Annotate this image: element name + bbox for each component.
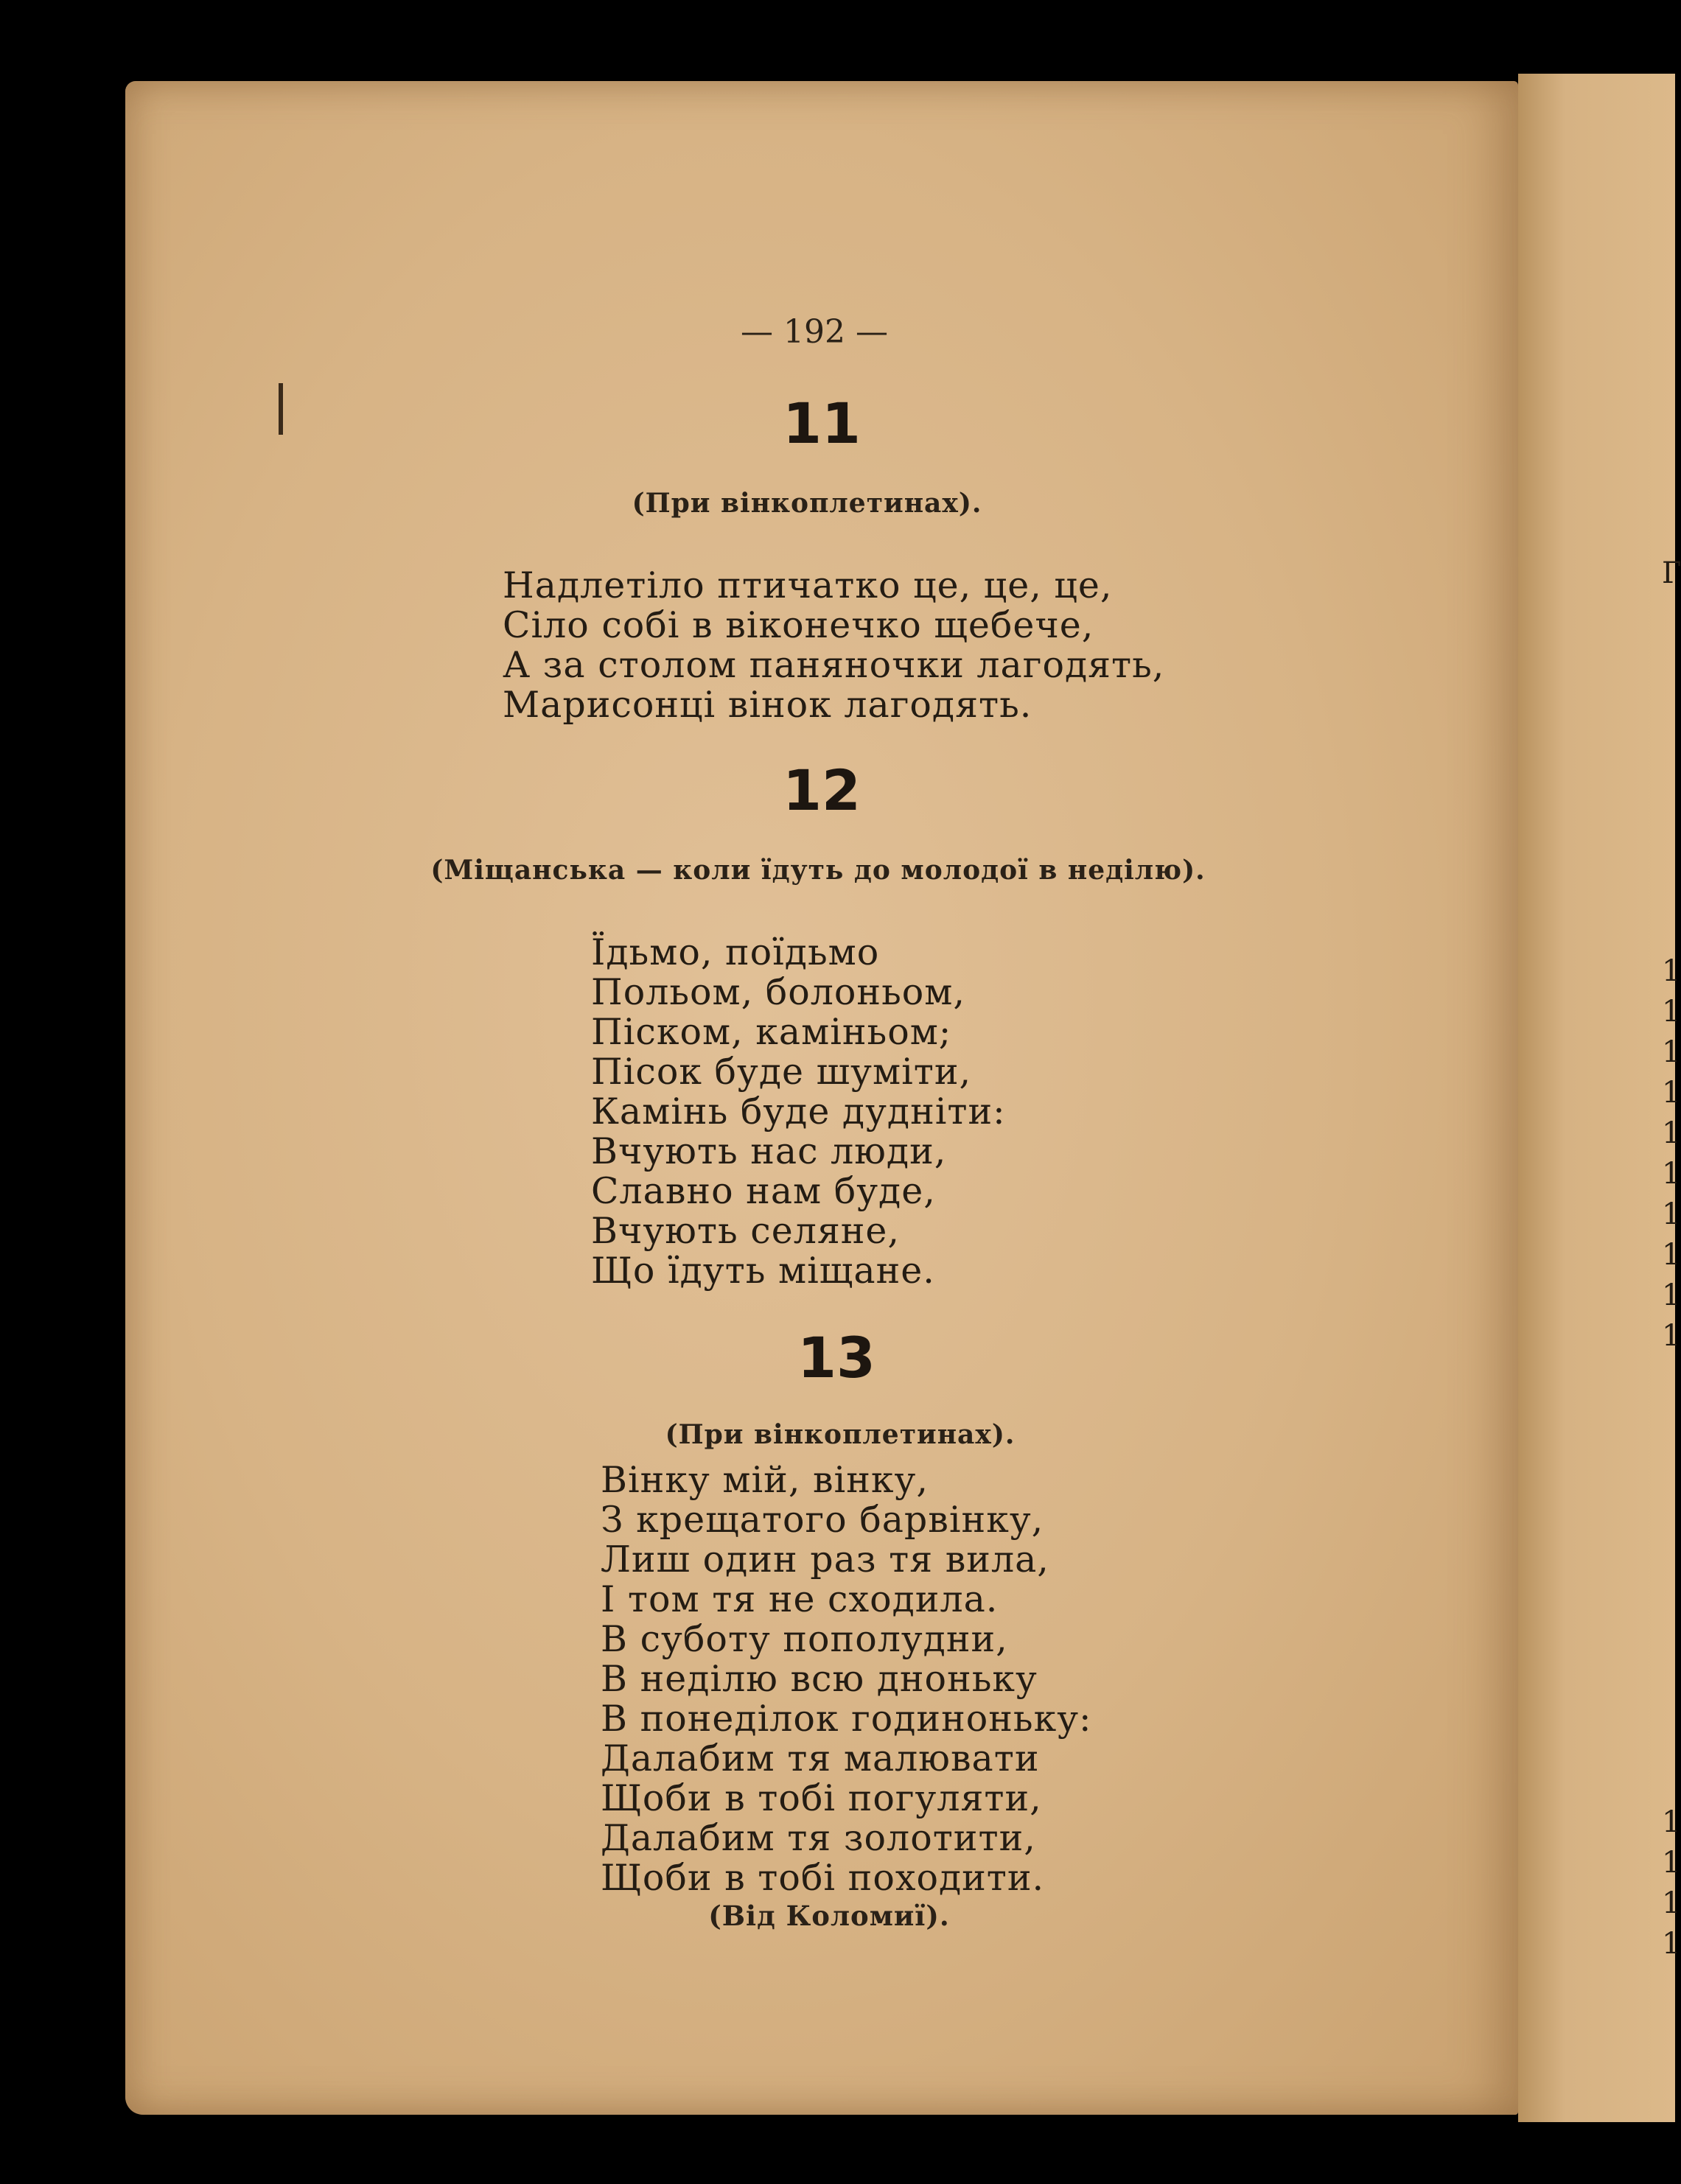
verse-line: Лиш один раз тя вила, <box>601 1539 1049 1581</box>
song-number-13: 13 <box>797 1325 876 1390</box>
verse-line: І том тя не сходила. <box>601 1578 999 1620</box>
song-verse-13 <box>601 1460 1092 1898</box>
song-source-13: (Від Коломиї). <box>708 1900 950 1932</box>
verse-line: В суботу пополудни, <box>601 1618 1008 1660</box>
verse-line: Пісок буде шуміти, <box>591 1051 972 1093</box>
next-page-fragment: 1 <box>1662 1157 1681 1191</box>
next-page-fragment: 1 <box>1662 1805 1681 1839</box>
next-page-fragment: 1 <box>1662 1116 1681 1150</box>
page-number: — 192 — <box>741 313 888 351</box>
verse-line: Вчують нас люди, <box>591 1130 947 1172</box>
song-number-12: 12 <box>783 757 861 823</box>
verse-line: З крещатого барвінку, <box>601 1499 1044 1541</box>
verse-line: В неділю всю дноньку <box>601 1658 1038 1700</box>
verse-line: Що їдуть міщане. <box>591 1250 935 1292</box>
next-page-fragment: 1 <box>1662 1035 1681 1069</box>
next-page-fragment: 1 <box>1662 1076 1681 1110</box>
song-note-13: (При вінкоплетинах). <box>665 1419 1016 1450</box>
next-page-fragment: 1 <box>1662 1846 1681 1880</box>
verse-line: Піском, каміньом; <box>591 1011 952 1053</box>
book-page-right-edge <box>1518 74 1681 2122</box>
song-verse-11 <box>503 566 1164 725</box>
verse-line: А за столом паняночки лагодять, <box>503 644 1165 686</box>
verse-line: Вчують селяне, <box>591 1210 900 1252</box>
verse-line: Їдьмо, поїдьмо <box>591 931 880 973</box>
verse-line: Польом, болоньом, <box>591 971 965 1013</box>
next-page-fragment: 1 <box>1662 1238 1681 1272</box>
next-page-fragment: 1 <box>1662 1886 1681 1920</box>
next-page-fragment: 1 <box>1662 954 1681 988</box>
verse-line: Славно нам буде, <box>591 1170 936 1212</box>
next-page-fragment: 1 <box>1662 1927 1681 1961</box>
song-verse-12 <box>591 933 1006 1291</box>
verse-line: Далабим тя золотити, <box>601 1817 1036 1859</box>
song-number-11: 11 <box>783 391 861 456</box>
verse-line: Марисонці вінок лагодять. <box>503 684 1032 726</box>
verse-line: В понеділок годиноньку: <box>601 1698 1092 1740</box>
next-page-fragment: 1 <box>1662 1319 1681 1353</box>
song-note-11: (При вінкоплетинах). <box>632 488 982 519</box>
verse-line: Далабим тя малювати <box>601 1737 1040 1779</box>
next-page-fragment: 1 <box>1662 1197 1681 1231</box>
verse-line: Вінку мій, вінку, <box>601 1459 929 1501</box>
verse-line: Щоби в тобі погуляти, <box>601 1777 1042 1819</box>
verse-line: Надлетіло птичатко це, це, це, <box>503 564 1113 606</box>
verse-line: Камінь буде дудніти: <box>591 1091 1006 1133</box>
next-page-fragment: 1 <box>1662 995 1681 1029</box>
next-page-fragment: Г <box>1662 556 1681 590</box>
song-note-12: (Міщанська — коли їдуть до молодої в неділю). <box>430 855 1206 886</box>
next-page-fragment: 1 <box>1662 1278 1681 1312</box>
verse-line: Сіло собі в віконечко щебече, <box>503 604 1094 646</box>
verse-line: Щоби в тобі походити. <box>601 1857 1045 1899</box>
book-page-left <box>125 81 1518 2115</box>
